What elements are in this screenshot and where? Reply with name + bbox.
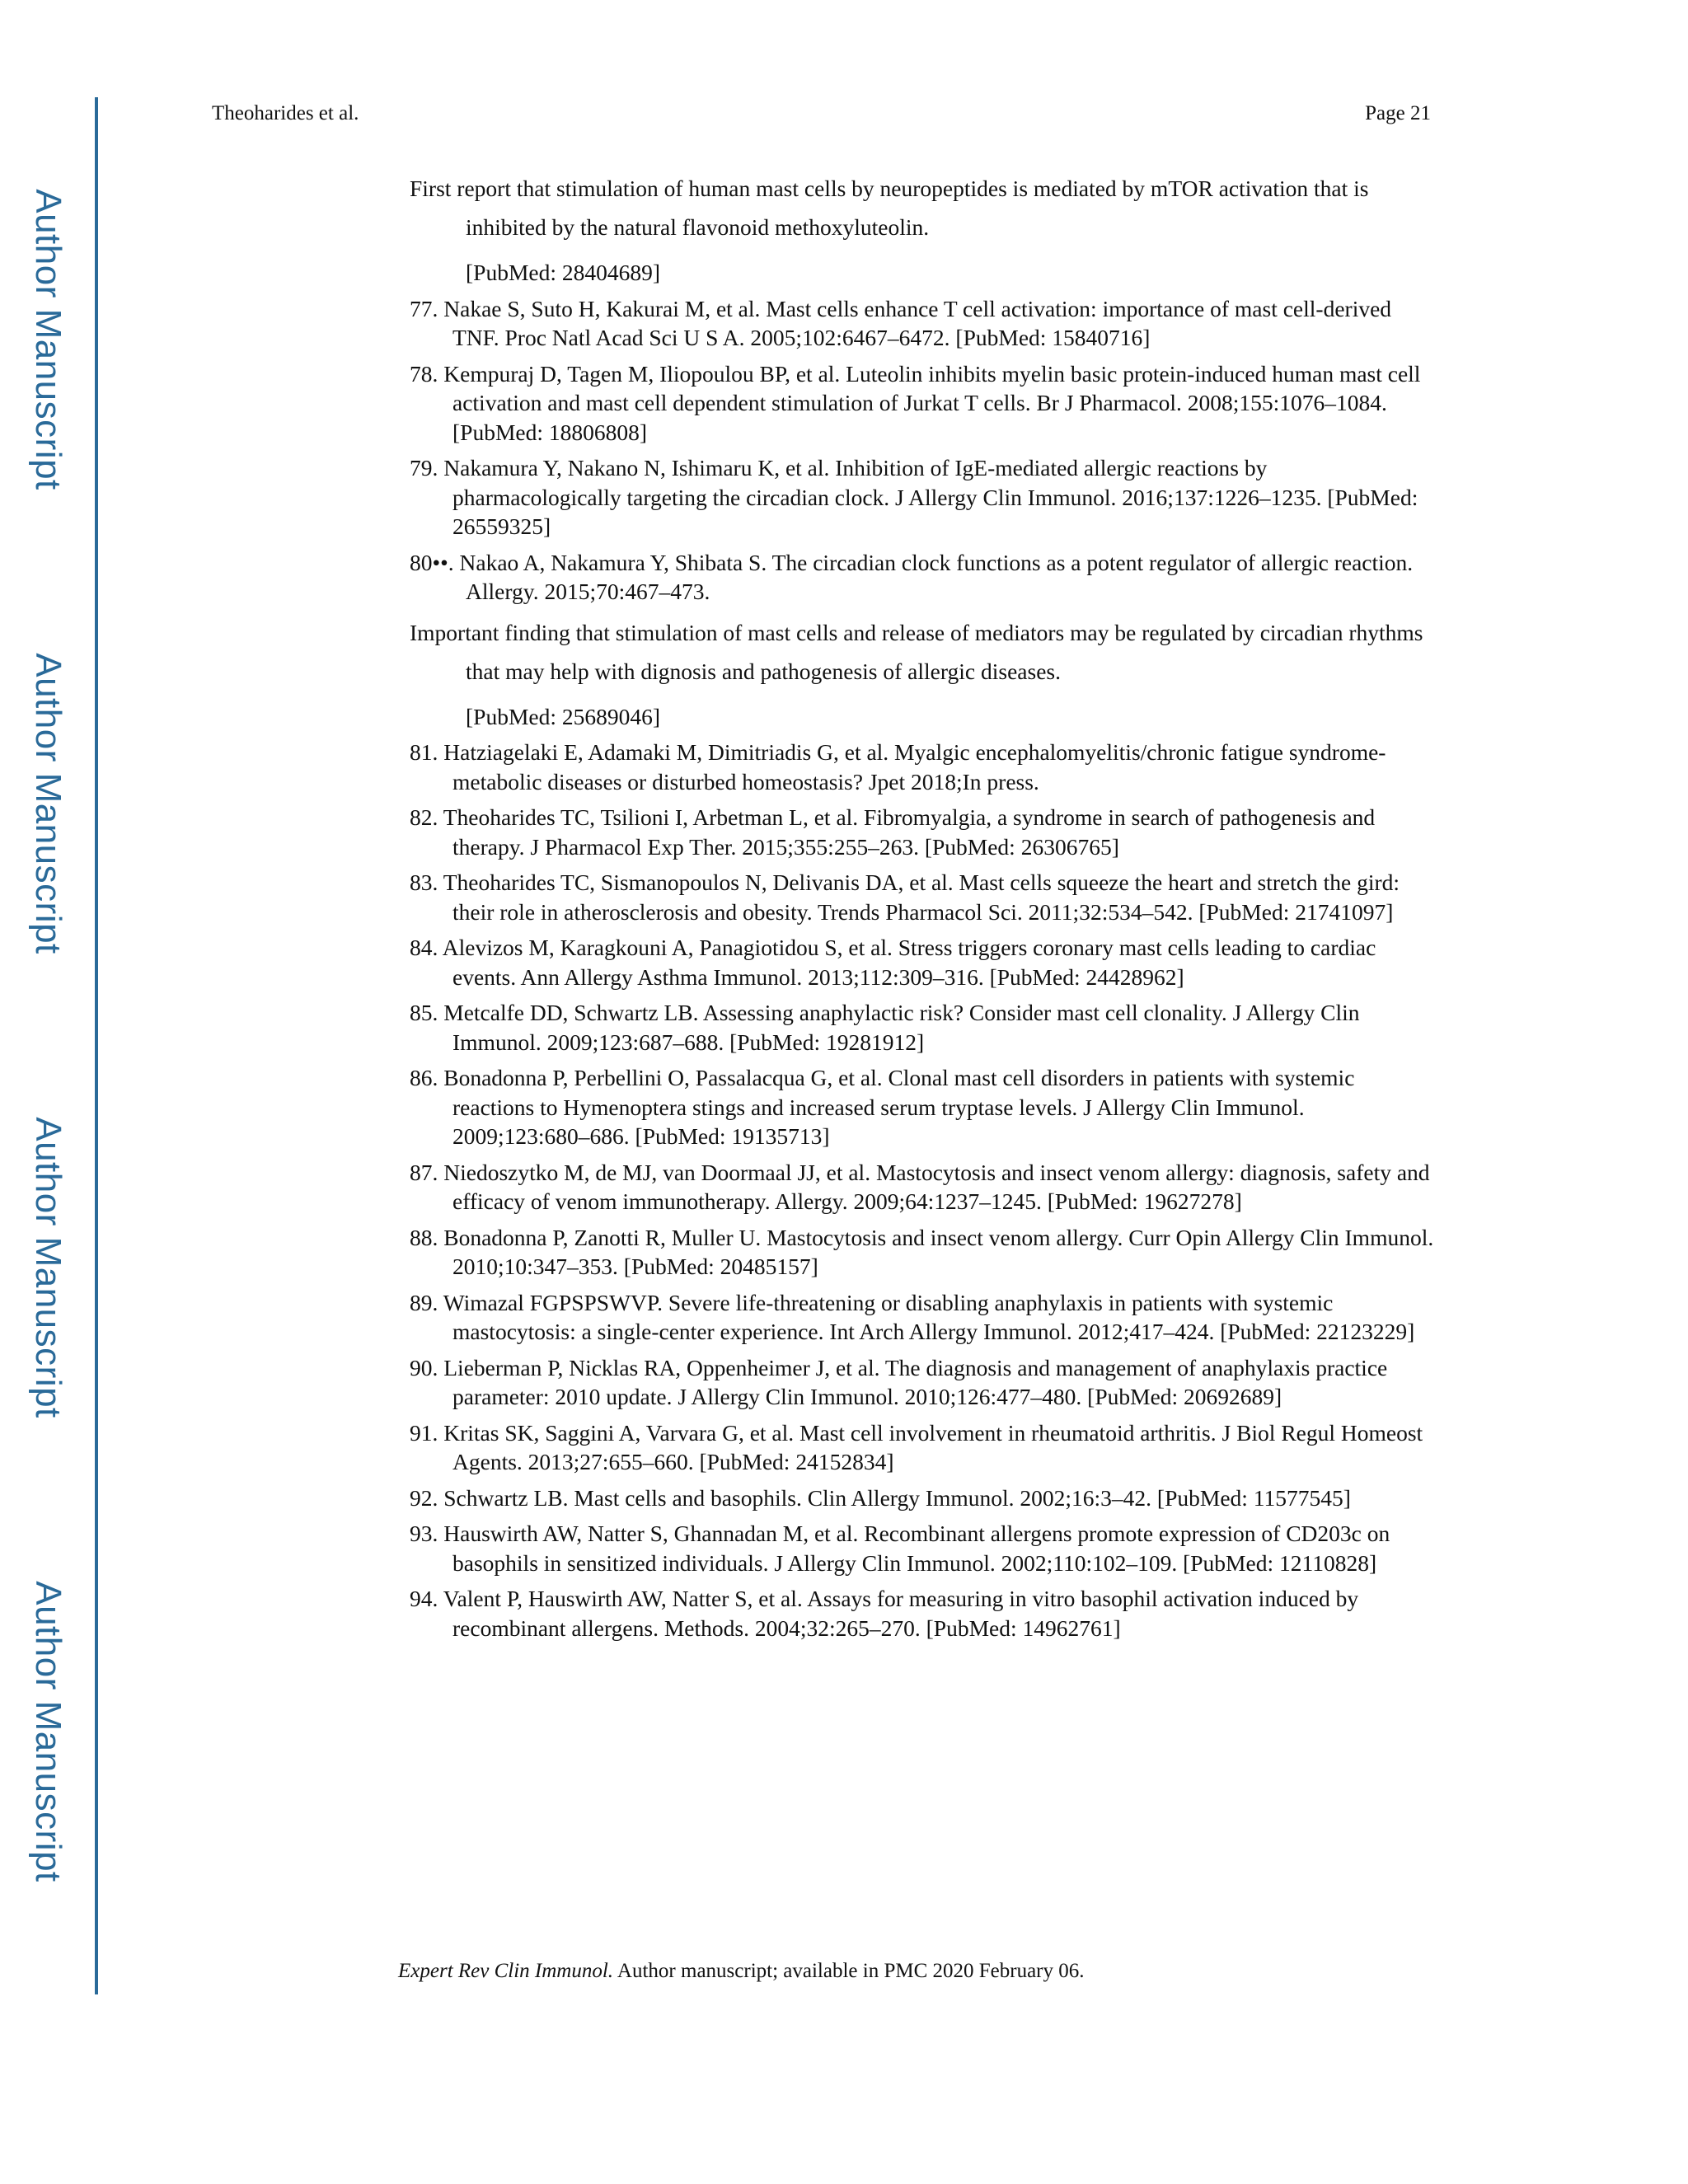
reference-annotation: Important finding that stimulation of mast cells and release of mediators may be regulated by circadian rhythms that may help with dignosis and pathogenesis of allergic diseases. <box>410 619 1423 684</box>
footer-journal: Expert Rev Clin Immunol. <box>398 1960 614 1982</box>
reference-83: 83. Theoharides TC, Sismanopoulos N, Delivanis DA, et al. Mast cells squeeze the heart and stretch the gird: their role in atherosclerosis and obesity. Trends Pharmacol Sci. 2011;32:534–542. [PubMed: 21741097] <box>410 869 1400 925</box>
running-header-author: Theoharides et al. <box>212 102 359 124</box>
reference-79: 79. Nakamura Y, Nakano N, Ishimaru K, et al. Inhibition of IgE-mediated allergic reactions by pharmacologically targeting the circadian clock. J Allergy Clin Immunol. 2016;137:1226–1235. [PubMed: 26559325] <box>410 455 1418 539</box>
side-label-4: Author Manuscript <box>28 1581 68 1882</box>
reference-90: 90. Lieberman P, Nicklas RA, Oppenheimer J, et al. The diagnosis and management of anaphylaxis practice parameter: 2010 update. J Allergy Clin Immunol. 2010;126:477–480. [PubMed: 20692689] <box>410 1354 1388 1409</box>
reference-86: 86. Bonadonna P, Perbellini O, Passalacqua G, et al. Clonal mast cell disorders in patients with systemic reactions to Hymenoptera stings and increased serum tryptase levels. J Allergy Clin Immunol. 2009;123:680–686. [PubMed: 19135713] <box>410 1065 1355 1149</box>
reference-77: 77. Nakae S, Suto H, Kakurai M, et al. Mast cells enhance T cell activation: importance of mast cell-derived TNF. Proc Natl Acad Sci U S A. 2005;102:6467–6472. [PubMed: 15840716] <box>410 295 1392 350</box>
page-footer <box>398 1960 1085 1983</box>
reference-85: 85. Metcalfe DD, Schwartz LB. Assessing anaphylactic risk? Consider mast cell clonality. J Allergy Clin Immunol. 2009;123:687–688. [PubMed: 19281912] <box>410 1000 1360 1055</box>
side-label-1: Author Manuscript <box>28 189 68 490</box>
reference-87: 87. Niedoszytko M, de MJ, van Doormaal JJ, et al. Mastocytosis and insect venom allergy: diagnosis, safety and efficacy of venom immunotherapy. Allergy. 2009;64:1237–1245. [PubMed: 19627278] <box>410 1159 1430 1214</box>
reference-92: 92. Schwartz LB. Mast cells and basophils. Clin Allergy Immunol. 2002;16:3–42. [PubMed: 11577545] <box>410 1484 1351 1511</box>
reference-94: 94. Valent P, Hauswirth AW, Natter S, et al. Assays for measuring in vitro basophil activation induced by recombinant allergens. Methods. 2004;32:265–270. [PubMed: 14962761] <box>410 1586 1359 1641</box>
reference-93: 93. Hauswirth AW, Natter S, Ghannadan M, et al. Recombinant allergens promote expression of CD203c on basophils in sensitized individuals. J Allergy Clin Immunol. 2002;110:102–109. [PubMed: 12110828] <box>410 1521 1390 1576</box>
reference-82: 82. Theoharides TC, Tsilioni I, Arbetman L, et al. Fibromyalgia, a syndrome in search of pathogenesis and therapy. J Pharmacol Exp Ther. 2015;355:255–263. [PubMed: 26306765] <box>410 804 1376 860</box>
footer-note: Author manuscript; available in PMC 2020 February 06. <box>613 1960 1085 1982</box>
side-label-2: Author Manuscript <box>28 653 68 954</box>
annotation-pubmed: [PubMed: 25689046] <box>466 703 661 729</box>
reference-list <box>410 169 1436 1649</box>
annotation-pubmed: [PubMed: 28404689] <box>466 260 661 285</box>
reference-81: 81. Hatziagelaki E, Adamaki M, Dimitriadis G, et al. Myalgic encephalomyelitis/chronic fatigue syndrome-metabolic diseases or disturbed homeostasis? Jpet 2018;In press. <box>410 739 1386 794</box>
side-label-3: Author Manuscript <box>28 1117 68 1418</box>
reference-89: 89. Wimazal FGPSPSWVP. Severe life-threatening or disabling anaphylaxis in patients with systemic mastocytosis: a single-center experience. Int Arch Allergy Immunol. 2012;417–424. [PubMed: 22123229] <box>410 1289 1415 1344</box>
reference-annotation: First report that stimulation of human mast cells by neuropeptides is mediated by mTOR activation that is inhibited by the natural flavonoid methoxyluteolin. <box>410 176 1369 240</box>
side-divider <box>95 97 98 1994</box>
reference-84: 84. Alevizos M, Karagkouni A, Panagiotidou S, et al. Stress triggers coronary mast cells leading to cardiac events. Ann Allergy Asthma Immunol. 2013;112:309–316. [PubMed: 24428962] <box>410 935 1376 990</box>
reference-88: 88. Bonadonna P, Zanotti R, Muller U. Mastocytosis and insect venom allergy. Curr Opin Allergy Clin Immunol. 2010;10:347–353. [PubMed: 20485157] <box>410 1224 1434 1279</box>
reference-78: 78. Kempuraj D, Tagen M, Iliopoulou BP, et al. Luteolin inhibits myelin basic protein-induced human mast cell activation and mast cell dependent stimulation of Jurkat T cells. Br J Pharmacol. 2008;155:1076–1084. [PubMed: 18806808] <box>410 360 1421 445</box>
reference-91: 91. Kritas SK, Saggini A, Varvara G, et al. Mast cell involvement in rheumatoid arthritis. J Biol Regul Homeost Agents. 2013;27:655–660. [PubMed: 24152834] <box>410 1419 1423 1474</box>
reference-80: 80••. Nakao A, Nakamura Y, Shibata S. The circadian clock functions as a potent regulator of allergic reaction. Allergy. 2015;70:467–473. <box>410 549 1414 604</box>
page-number: Page 21 <box>1365 102 1431 124</box>
